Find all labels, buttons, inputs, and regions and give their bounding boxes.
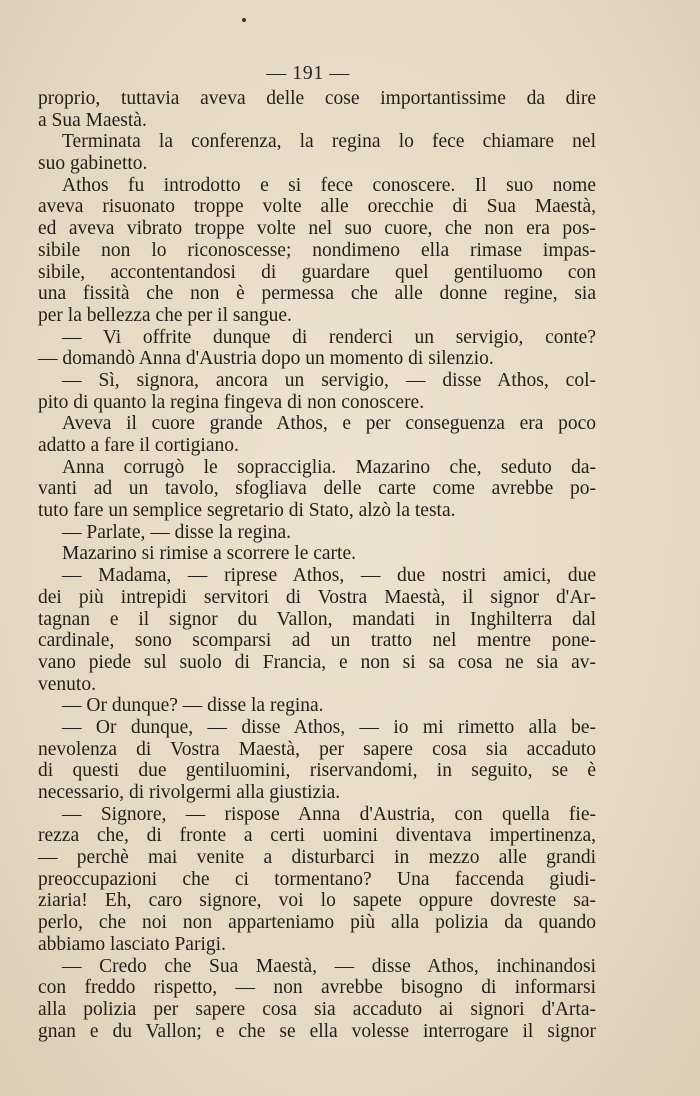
text-line: adatto a fare il cortigiano. [38, 435, 239, 456]
text-line: una fissità che non è permessa che alle donne regine, sia [38, 283, 596, 305]
text-line: necessario, di rivolgermi alla giustizia. [38, 782, 341, 803]
text-line: Aveva il cuore grande Athos, e per conseguenza era poco [62, 413, 596, 435]
text-line: ziaria! Eh, caro signore, voi lo sapete oppure dovreste sa- [38, 890, 596, 912]
text-line: — Signore, — rispose Anna d'Austria, con quella fie- [62, 803, 596, 825]
text-line: Anna corrugò le sopracciglia. Mazarino che, seduto da- [62, 456, 596, 478]
text-line: aveva risuonato troppe volte alle orecchie di Sua Maestà, [38, 196, 596, 218]
text-line: Terminata la conferenza, la regina lo fece chiamare nel [62, 131, 596, 153]
text-line: alla polizia per sapere cosa sia accaduto ai signori d'Arta- [38, 998, 596, 1020]
body-text [38, 88, 596, 1042]
text-line: vano piede sul suolo di Francia, e non si sa cosa ne sia av- [38, 651, 596, 673]
text-line: con freddo rispetto, — non avrebbe bisogno di informarsi [38, 977, 596, 999]
text-line: cardinale, sono scomparsi ad un tratto nel mentre pone- [38, 630, 596, 652]
text-line: per la bellezza che per il sangue. [38, 304, 292, 326]
text-line: ed aveva vibrato troppe volte nel suo cuore, che non era pos- [38, 218, 596, 240]
text-line: proprio, tuttavia aveva delle cose importantissime da dire [38, 88, 596, 109]
text-line: pito di quanto la regina fingeva di non conoscere. [38, 391, 425, 413]
text-line: tagnan e il signor du Vallon, mandati in Inghilterra dal [38, 608, 596, 630]
text-line: nevolenza di Vostra Maestà, per sapere cosa sia accaduto [38, 738, 596, 760]
page-number: — 191 — [266, 62, 350, 84]
text-line: a Sua Maestà. [38, 109, 147, 131]
text-line: — Or dunque? — disse la regina. [62, 695, 324, 717]
text-line: — perchè mai venite a disturbarci in mezzo alle grandi [38, 847, 596, 869]
text-line: Athos fu introdotto e si fece conoscere. Il suo nome [62, 174, 596, 196]
text-line: di questi due gentiluomini, riservandomi, in seguito, se è [38, 760, 596, 782]
text-line: — Madama, — riprese Athos, — due nostri amici, due [62, 565, 596, 587]
text-line: preoccupazioni che ci tormentano? Una faccenda giudi- [38, 868, 596, 890]
text-line: sibile, accontentandosi di guardare quel gentiluomo con [38, 261, 596, 283]
text-line: abbiamo lasciato Parigi. [38, 933, 226, 955]
text-line: sibile non lo riconoscesse; nondimeno ella rimase impas- [38, 239, 596, 261]
text-line: — Credo che Sua Maestà, — disse Athos, inchinandosi [62, 955, 596, 977]
text-line: vanti ad un tavolo, sfogliava delle carte come avrebbe po- [38, 478, 596, 500]
text-line: — Or dunque, — disse Athos, — io mi rimetto alla be- [62, 716, 596, 738]
text-line: venuto. [38, 673, 96, 695]
text-line: perlo, che noi non apparteniamo più alla polizia da quando [38, 912, 596, 934]
text-line: dei più intrepidi servitori di Vostra Maestà, il signor d'Ar- [38, 586, 596, 608]
text-line: — Parlate, — disse la regina. [62, 521, 292, 543]
text-line: — Vi offrite dunque di renderci un servigio, conte? [62, 326, 596, 348]
text-line: gnan e du Vallon; e che se ella volesse interrogare il signor [38, 1020, 596, 1042]
text-line: suo gabinetto. [38, 153, 148, 175]
text-line: — Sì, signora, ancora un servigio, — disse Athos, col- [62, 369, 596, 391]
text-line: Mazarino si rimise a scorrere le carte. [62, 543, 356, 565]
text-line: rezza che, di fronte a certi uomini diventava impertinenza, [38, 825, 596, 847]
text-line: — domandò Anna d'Austria dopo un momento di silenzio. [38, 348, 494, 370]
text-line: tuto fare un semplice segretario di Stato, alzò la testa. [38, 500, 456, 522]
ink-speck [242, 18, 246, 22]
